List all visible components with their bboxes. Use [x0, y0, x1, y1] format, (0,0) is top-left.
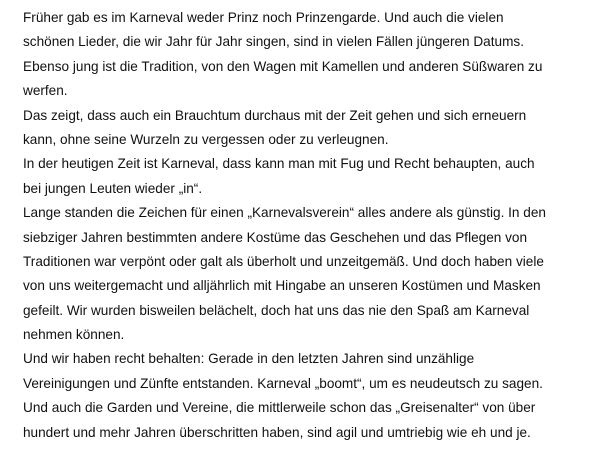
text-line: werfen.: [23, 83, 68, 99]
text-line: Vereinigungen und Zünfte entstanden. Karneval „boomt“, um es neudeutsch zu sagen.: [23, 375, 543, 391]
text-line: hundert und mehr Jahren überschritten haben, sind agil und umtriebig wie eh und je.: [23, 424, 531, 440]
text-line: gefeilt. Wir wurden bisweilen belächelt, doch hat uns das nie den Spaß am Karneval: [23, 302, 530, 318]
text-line: kann, ohne seine Wurzeln zu vergessen oder zu verleugnen.: [23, 131, 389, 147]
text-line: schönen Lieder, die wir Jahr für Jahr singen, sind in vielen Fällen jüngeren Datums.: [23, 34, 524, 50]
text-line: Traditionen war verpönt oder galt als überholt und unzeitgemäß. Und doch haben viele: [23, 253, 544, 269]
text-line: Und wir haben recht behalten: Gerade in den letzten Jahren sind unzählige: [23, 351, 475, 367]
text-line: In der heutigen Zeit ist Karneval, dass kann man mit Fug und Recht behaupten, auch: [23, 156, 535, 172]
text-line: nehmen können.: [23, 327, 125, 343]
text-line: bei jungen Leuten wieder „in“.: [23, 180, 203, 196]
text-line: Ebenso jung ist die Tradition, von den Wagen mit Kamellen und anderen Süßwaren zu: [23, 58, 543, 74]
text-line: Früher gab es im Karneval weder Prinz noch Prinzengarde. Und auch die vielen: [23, 10, 504, 25]
text-line: siebziger Jahren bestimmten andere Kostüme das Geschehen und das Pflegen von: [23, 229, 528, 245]
text-line: Lange standen die Zeichen für einen „Karnevalsverein“ alles andere als günstig. In den: [23, 205, 546, 221]
text-line: von uns weitergemacht und alljährlich mit Hingabe an unseren Kostümen und Masken: [23, 278, 541, 294]
text-line: Das zeigt, dass auch ein Brauchtum durchaus mit der Zeit gehen und sich erneuern: [23, 107, 527, 123]
document-body: [23, 6, 593, 445]
text-line: Und auch die Garden und Vereine, die mittlerweile schon das „Greisenalter“ von über: [23, 400, 536, 416]
